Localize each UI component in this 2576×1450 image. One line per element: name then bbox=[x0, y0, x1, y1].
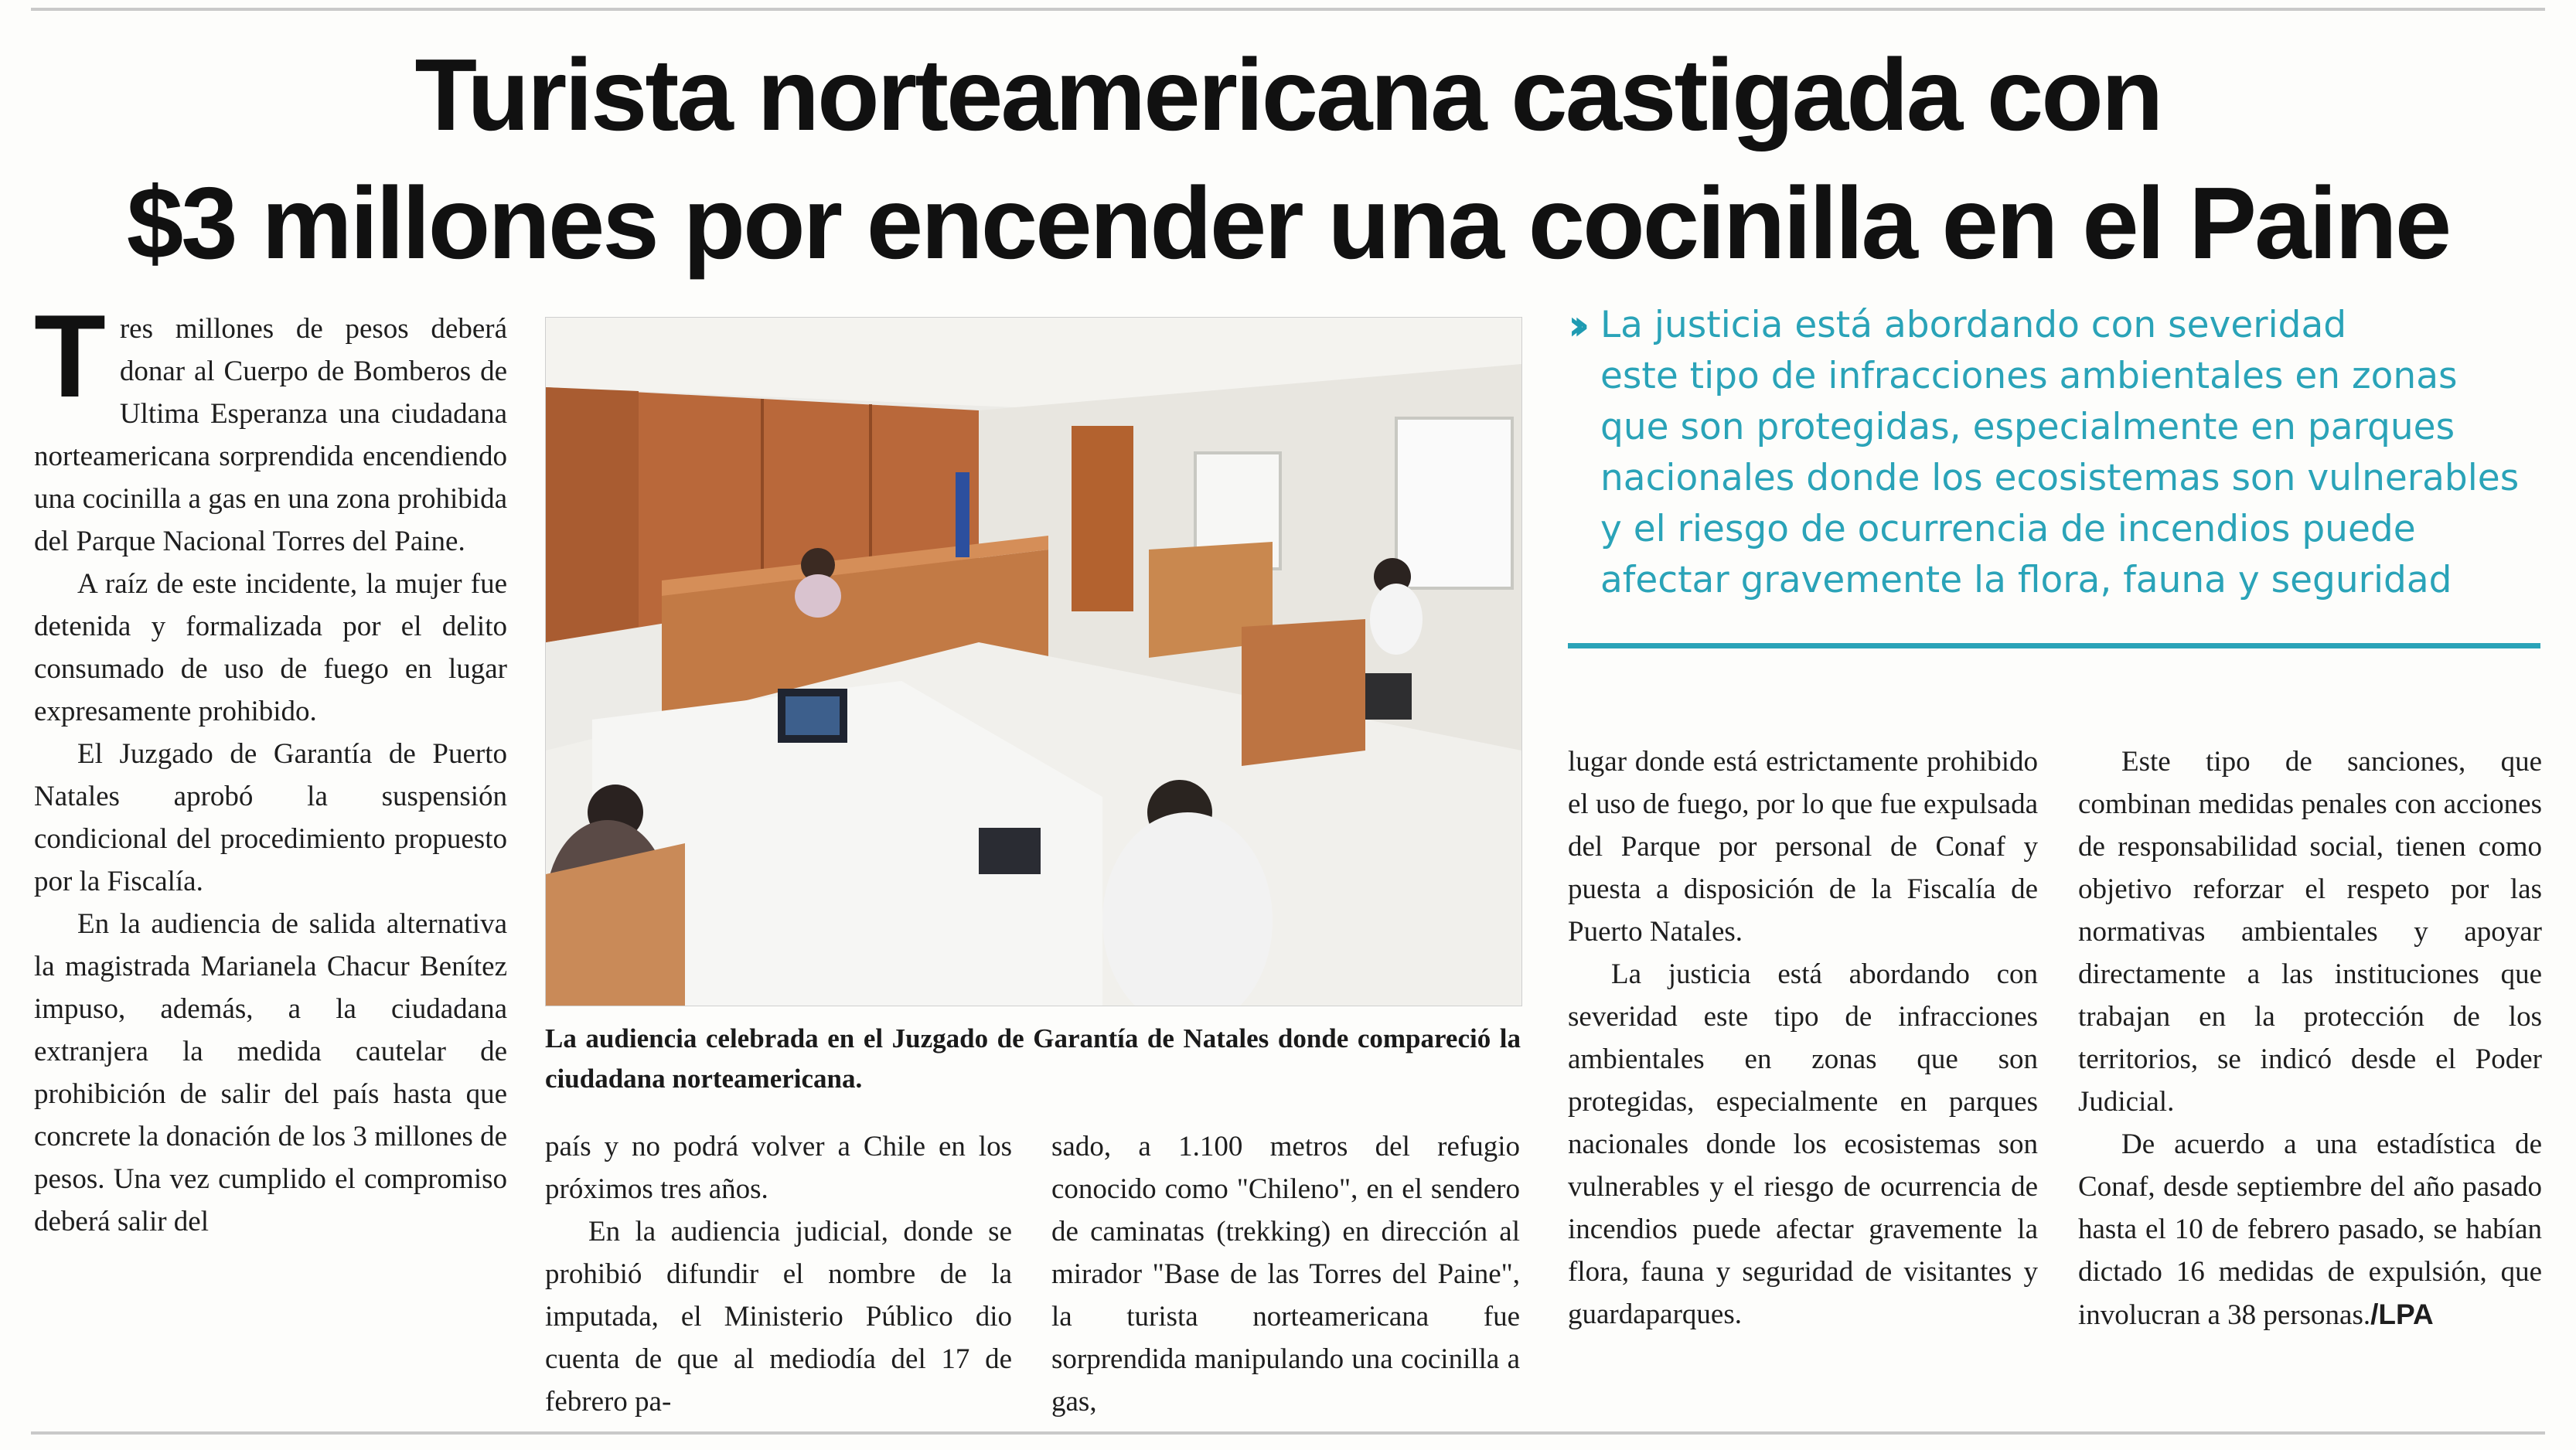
pull-quote-text bbox=[1568, 300, 2542, 606]
headline-line-2: $3 millones por encender una cocinilla en el Paine bbox=[126, 166, 2450, 280]
paragraph-3: El Juzgado de Garantía de Puerto Natales aprobó la suspensión condicional del procedimiento propuesto por la Fiscalía. bbox=[34, 738, 507, 897]
article-column-4 bbox=[1568, 740, 2038, 1336]
pull-quote-line: La justicia está abordando con severidad bbox=[1600, 304, 2347, 346]
paragraph-4: En la audiencia de salida alternativa la magistrada Marianela Chacur Benítez impuso, además, a la ciudadana extranjera la medida cautelar de prohibición de salir del país hasta que concrete la donación de los 3 millones de pesos. Una vez cumplido el compromiso deberá salir del bbox=[34, 908, 507, 1237]
paragraph-11 bbox=[2078, 1123, 2542, 1336]
article-column-1 bbox=[34, 291, 507, 1243]
paragraph-7: sado, a 1.100 metros del refugio conocido como "Chileno", en el sendero de caminatas (trekking) en dirección al mirador "Base de las Torres del Paine", la turista norteamericana fue sorprendida manipulando una cocinilla a gas, bbox=[1051, 1131, 1520, 1418]
pull-quote-line: que son protegidas, especialmente en parques bbox=[1600, 406, 2455, 448]
paragraph-6: En la audiencia judicial, donde se prohibió difundir el nombre de la imputada, el Ministerio Público dio cuenta de que al mediodía del 17 de febrero pa- bbox=[545, 1216, 1012, 1418]
courtroom-image bbox=[546, 318, 1521, 1006]
paragraph-1-text: res millones de pesos deberá donar al Cuerpo de Bomberos de Ultima Esperanza una ciudadana norteamericana sorprendida encendiendo una cocinilla a gas en una zona prohibida del Parque Nacional Torres del Paine. bbox=[34, 313, 507, 557]
headline bbox=[46, 31, 2530, 288]
pull-quote-line: nacionales donde los ecosistemas son vulnerables bbox=[1600, 457, 2520, 499]
pull-quote-line: este tipo de infracciones ambientales en zonas bbox=[1600, 355, 2458, 397]
bottom-rule bbox=[31, 1431, 2545, 1435]
article-column-2 bbox=[545, 1125, 1012, 1423]
double-chevron-right-icon: ›› bbox=[1568, 301, 1578, 349]
paragraph-8: lugar donde está estrictamente prohibido el uso de fuego, por lo que fue expulsada del Parque por personal de Conaf y puesta a disposición de la Fiscalía de Puerto Natales. bbox=[1568, 746, 2038, 948]
photo-caption: La audiencia celebrada en el Juzgado de Garantía de Natales donde compareció la ciudadana norteamericana. bbox=[545, 1023, 1521, 1094]
headline-line-1: Turista norteamericana castigada con bbox=[414, 38, 2162, 151]
paragraph-5: país y no podrá volver a Chile en los próximos tres años. bbox=[545, 1131, 1012, 1205]
author-signature: /LPA bbox=[2370, 1299, 2434, 1330]
article-column-3 bbox=[1051, 1125, 1520, 1423]
pull-quote-rule bbox=[1568, 643, 2540, 648]
paragraph-9: La justicia está abordando con severidad este tipo de infracciones ambientales en zonas que son protegidas, especialmente en parques nacionales donde los ecosistemas son vulnerables y el riesgo de ocurrencia de incendios puede afectar gravemente la flora, fauna y seguridad de visitantes y guardaparques. bbox=[1568, 958, 2038, 1330]
paragraph-1 bbox=[34, 291, 507, 563]
pull-quote-line: afectar gravemente la flora, fauna y seguridad bbox=[1600, 559, 2452, 601]
paragraph-2: A raíz de este incidente, la mujer fue detenida y formalizada por el delito consumado de uso de fuego en lugar expresamente prohibido. bbox=[34, 568, 507, 727]
top-rule bbox=[31, 8, 2545, 11]
paragraph-11-text: De acuerdo a una estadística de Conaf, desde septiembre del año pasado hasta el 10 de febrero pasado, se habían dictado 16 medidas de expulsión, que involucran a 38 personas. bbox=[2078, 1128, 2542, 1331]
article-column-5 bbox=[2078, 740, 2542, 1336]
drop-cap: T bbox=[34, 291, 106, 422]
courtroom-photo bbox=[545, 317, 1522, 1006]
pull-quote bbox=[1568, 300, 2542, 606]
paragraph-10: Este tipo de sanciones, que combinan medidas penales con acciones de responsabilidad social, tienen como objetivo reforzar el respeto por las normativas ambientales y apoyar directamente a las instituciones que trabajan en la protección de los territorios, se indicó desde el Poder Judicial. bbox=[2078, 746, 2542, 1118]
pull-quote-line: y el riesgo de ocurrencia de incendios puede bbox=[1600, 508, 2416, 550]
